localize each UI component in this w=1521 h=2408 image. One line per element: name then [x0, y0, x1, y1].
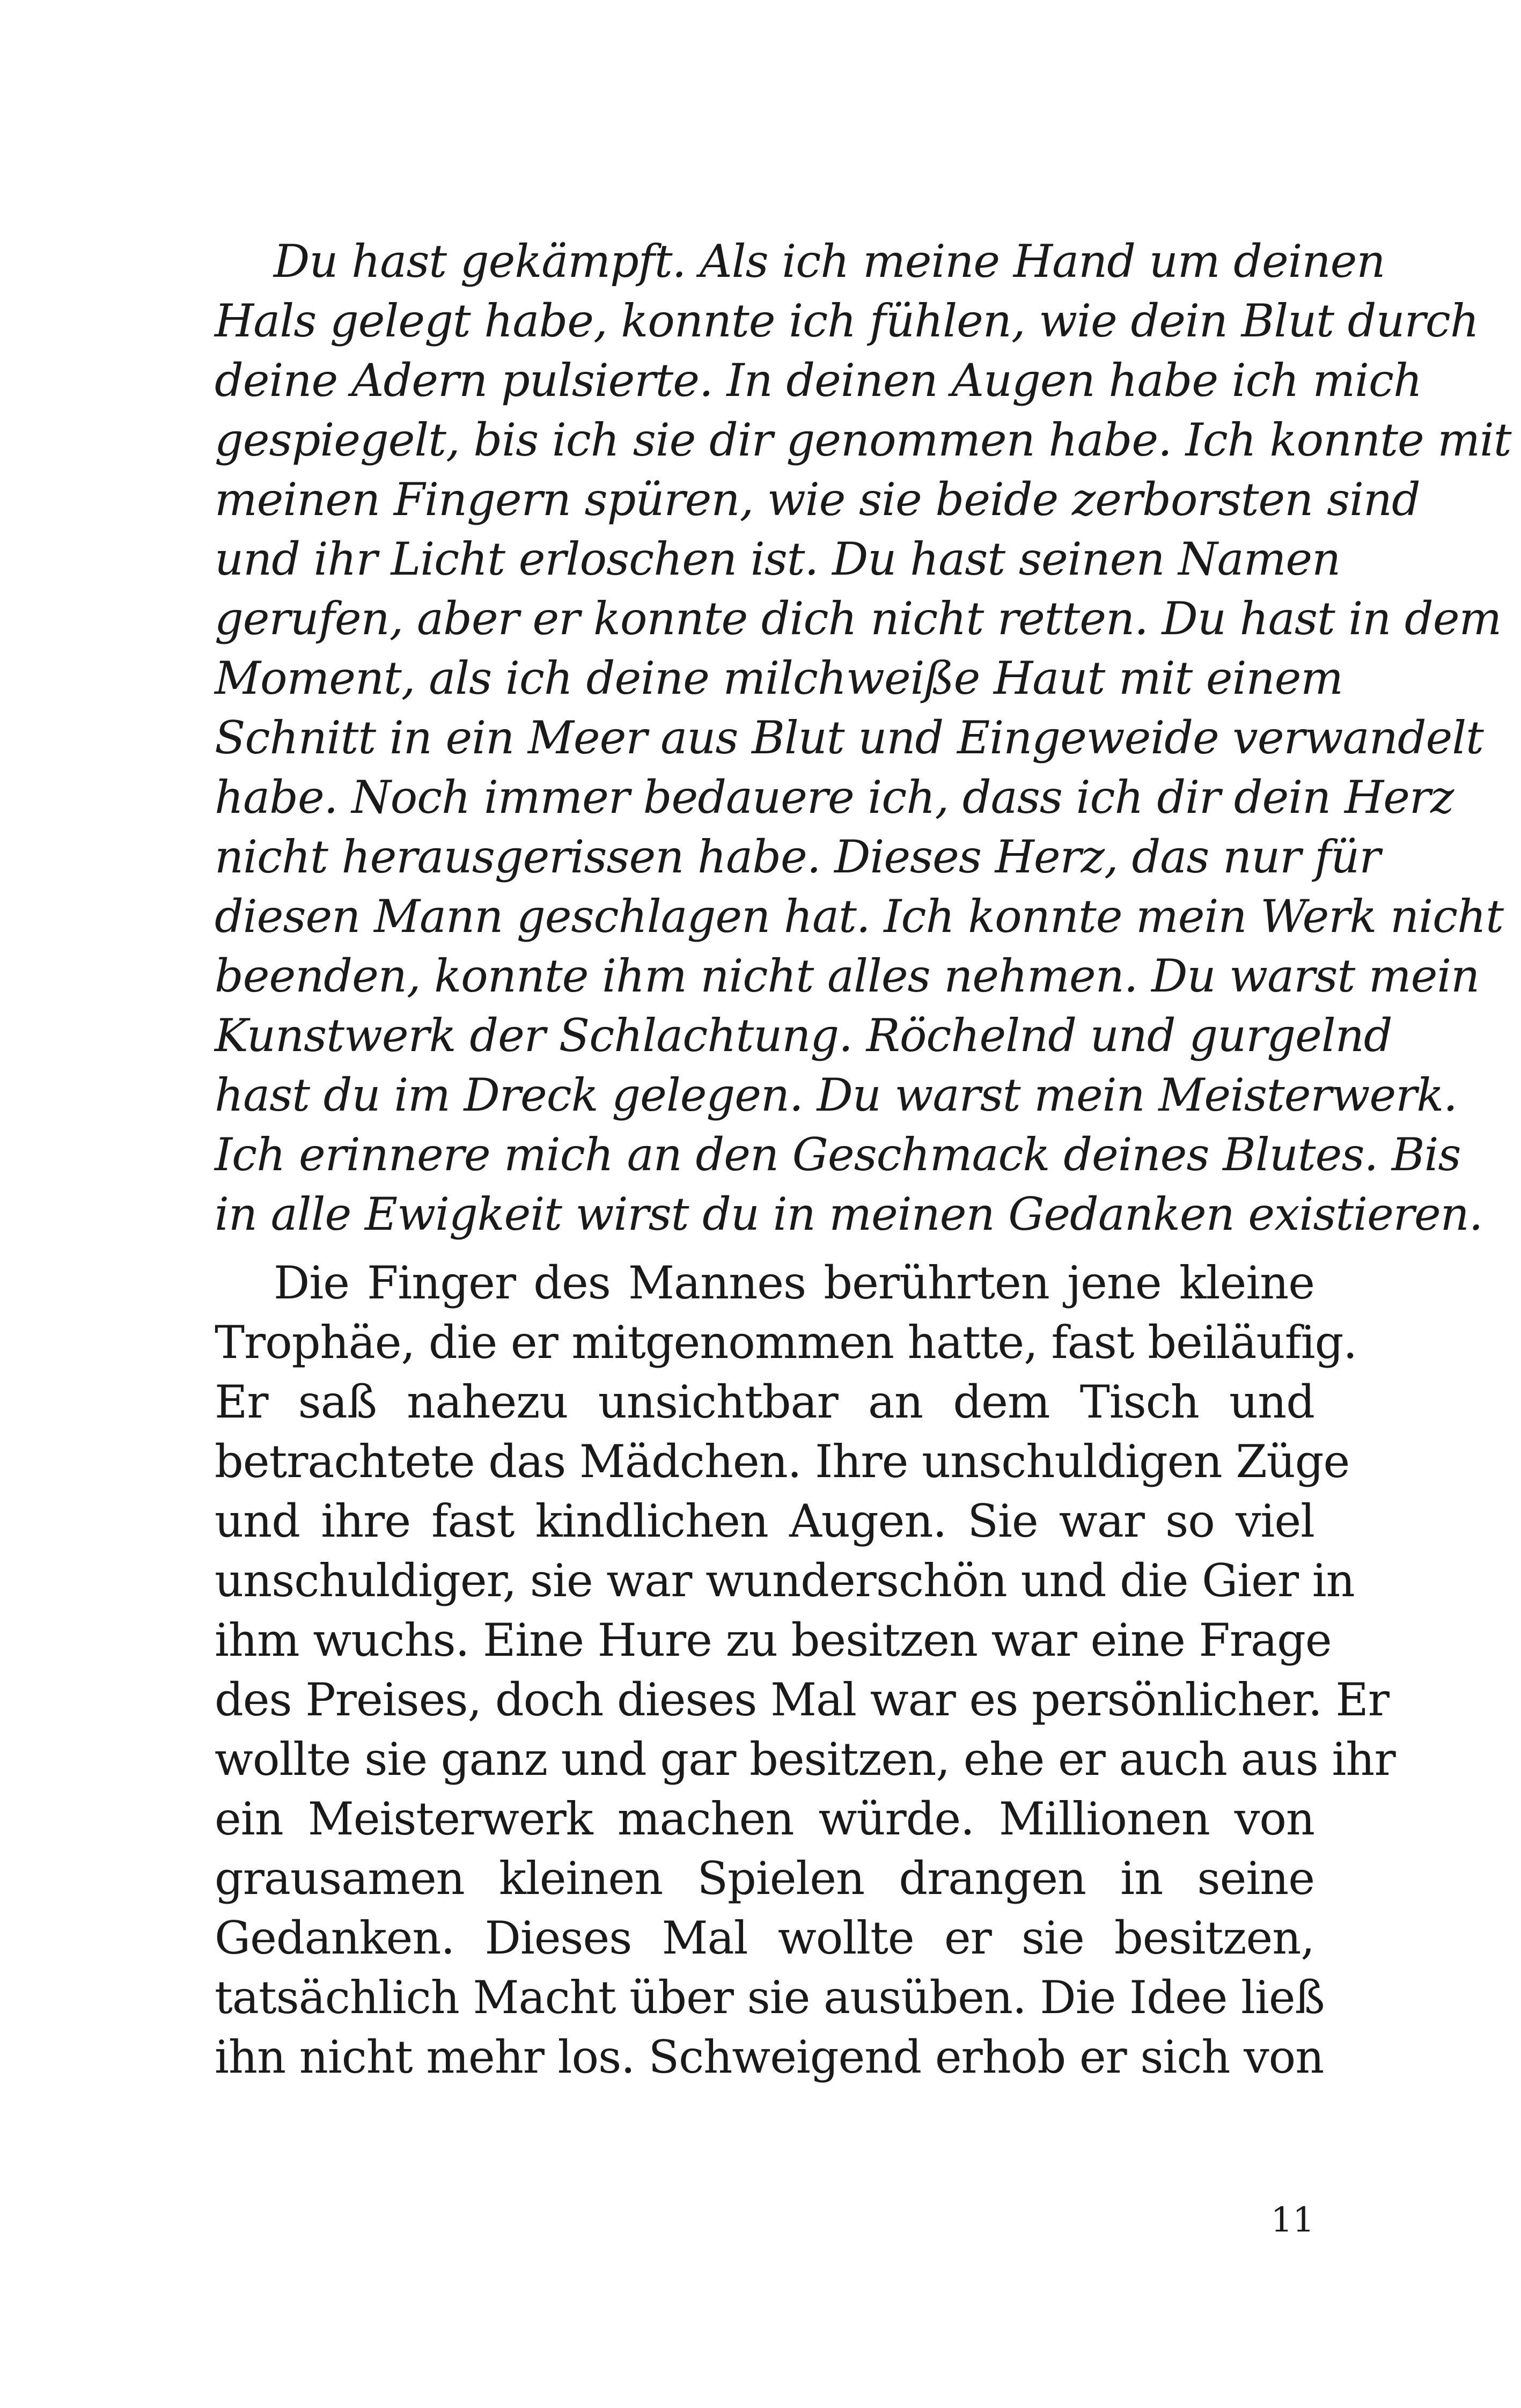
text-line: beenden, konnte ihm nicht alles nehmen. Du warst mein [215, 950, 1480, 1002]
text-line: nicht herausgerissen habe. Dieses Herz, das nur für [215, 831, 1380, 883]
text-line: ihm wuchs. Eine Hure zu besitzen war eine Frage [215, 1614, 1332, 1666]
text-line: Du hast gekämpft. Als ich meine Hand um deinen [274, 235, 1385, 288]
text-line: Ich erinnere mich an den Geschmack deines Blutes. Bis [215, 1128, 1461, 1181]
text-line: und ihre fast kindlichen Augen. Sie war so viel [215, 1495, 1314, 1547]
text-line: Schnitt in ein Meer aus Blut und Eingeweide verwandelt [215, 711, 1483, 764]
page-number: 11 [1270, 2200, 1314, 2240]
text-line: des Preises, doch dieses Mal war es persönlicher. Er [215, 1673, 1389, 1726]
text-line: Hals gelegt habe, konnte ich fühlen, wie dein Blut durch [215, 295, 1479, 347]
text-line: Er saß nahezu unsichtbar an dem Tisch und [215, 1376, 1314, 1428]
text-line: hast du im Dreck gelegen. Du warst mein Meisterwerk. [215, 1069, 1457, 1121]
text-line: wollte sie ganz und gar besitzen, ehe er auch aus ihr [215, 1733, 1395, 1786]
text-line: gerufen, aber er konnte dich nicht retten. Du hast in dem [215, 592, 1502, 645]
text-line: habe. Noch immer bedauere ich, dass ich dir dein Herz [215, 771, 1454, 824]
text-line: meinen Fingern spüren, wie sie beide zerborsten sind [215, 473, 1420, 526]
text-line: deine Adern pulsierte. In deinen Augen habe ich mich [215, 354, 1422, 407]
text-line: Kunstwerk der Schlachtung. Röchelnd und gurgelnd [215, 1009, 1392, 1062]
text-line: diesen Mann geschlagen hat. Ich konnte mein Werk nicht [215, 890, 1503, 943]
text-line: und ihr Licht erloschen ist. Du hast seinen Namen [215, 533, 1341, 585]
italic-paragraph [215, 232, 1511, 1244]
body-paragraph [215, 1253, 1395, 2087]
text-line: in alle Ewigkeit wirst du in meinen Gedanken existieren. [215, 1188, 1483, 1240]
text-line: tatsächlich Macht über sie ausüben. Die Idee ließ [215, 1971, 1325, 2024]
text-line: Moment, als ich deine milchweiße Haut mit einem [215, 652, 1343, 704]
text-line: betrachtete das Mädchen. Ihre unschuldigen Züge [215, 1435, 1350, 1488]
text-line: grausamen kleinen Spielen drangen in seine [215, 1852, 1314, 1905]
text-line: ihn nicht mehr los. Schweigend erhob er sich von [215, 2031, 1324, 2083]
text-line: Gedanken. Dieses Mal wollte er sie besitzen, [215, 1912, 1314, 1964]
text-line: ein Meisterwerk machen würde. Millionen von [215, 1793, 1314, 1845]
text-line: gespiegelt, bis ich sie dir genommen habe. Ich konnte mit [215, 414, 1511, 466]
text-line: Trophäe, die er mitgenommen hatte, fast beiläufig. [215, 1316, 1357, 1369]
text-line: Die Finger des Mannes berührten jene kleine [274, 1257, 1314, 1309]
text-line: unschuldiger, sie war wunderschön und die Gier in [215, 1554, 1355, 1607]
